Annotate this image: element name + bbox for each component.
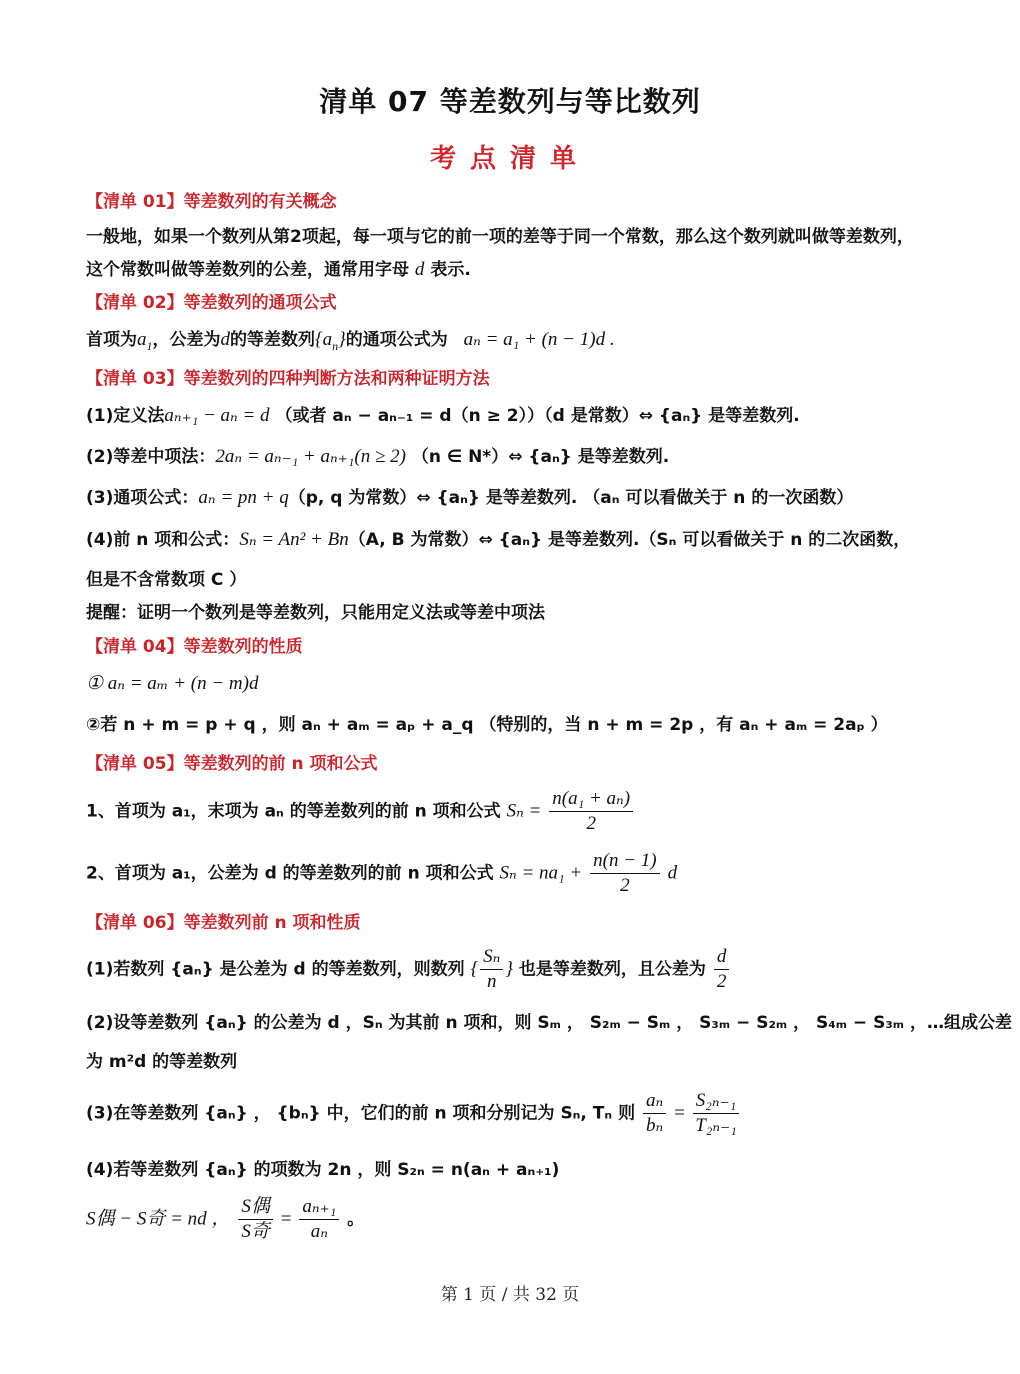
s03-i4-note: （Sₙ 可以看做关于 n 的二次函数， [639,530,911,550]
s03-i1-label: (1)定义法 [86,406,165,426]
s02-formula: aₙ = a₁ + (n − 1)d . [463,329,615,350]
s03-i3-cond: （p, q 为常数） [288,488,417,508]
s06-q1-brace-open: { [470,958,479,980]
section-04-property-1 [86,672,258,696]
s03-i4-formula: Sₙ = An² + Bn [239,529,349,550]
section-03-item-1 [86,404,800,428]
section-03-item-4 [86,528,910,552]
s06-q1-fraction [480,946,503,993]
s05-f2-fraction [590,850,659,897]
section-03-remind: 提醒：证明一个数列是等差数列，只能用定义法或等差中项法 [86,603,545,623]
s03-i3-label: (3)通项公式： [86,488,199,508]
section-03-item-4-cont: 但是不含常数项 C ） [86,570,247,590]
section-05-formula-2 [86,850,677,897]
s06-q3-rnum: S₂ₙ₋₁ [693,1090,739,1114]
s03-i3-end: ⇔ {aₙ} 是等差数列. [416,488,578,508]
s05-f1-num: n(a₁ + aₙ) [549,788,633,812]
section-06-property-2-line2: 为 m²d 的等差数列 [86,1052,238,1072]
s06-q3-rden: T₂ₙ₋₁ [695,1115,737,1136]
section-04-heading: 【清单 04】等差数列的性质 [86,637,303,657]
s04-p2-b: （特别的，当 n + m = 2p ，有 aₙ + aₘ = 2aₚ ） [479,715,888,735]
s06-q3-eq: = [674,1102,685,1124]
section-01-text-a: 这个常数叫做等差数列的公差，通常用字母 [86,260,415,280]
section-06-property-4-formula [86,1196,364,1243]
s04-p1: ① aₙ = aₘ + (n − m)d [86,673,259,694]
section-05-formula-1 [86,788,635,835]
s06-q4-eq: = [280,1208,292,1230]
section-01-heading: 【清单 01】等差数列的有关概念 [86,192,337,212]
section-06-property-1 [86,946,731,993]
s06-q3-lden: bₙ [646,1115,664,1136]
s06-q3-right-fraction [693,1090,739,1137]
s06-q3-text: (3)在等差数列 {aₙ} ， {bₙ} 中，它们的前 n 项和分别记为 Sₙ, Tₙ 则 [86,1103,636,1124]
section-06-property-4: (4)若等差数列 {aₙ} 的项数为 2n ，则 S₂ₙ = n(aₙ + aₙ₊₁) [86,1160,560,1180]
s03-i1-paren: （或者 aₙ − aₙ₋₁ = d（n ≥ 2）） [275,406,545,426]
s05-f2-text: 2、首项为 a₁，公差为 d 的等差数列的前 n 项和公式 [86,863,494,884]
s06-q1-dden: 2 [716,971,727,992]
s03-i3-note: （aₙ 可以看做关于 n 的一次函数） [583,488,854,508]
s06-q4-num: S偶 [238,1196,273,1220]
s06-q1-den: n [487,971,497,992]
s03-i1-formula: aₙ₊₁ − aₙ = d [164,405,270,426]
s06-q4-diff: S偶 − S奇 = nd ， [86,1208,231,1230]
s05-f1-lhs: Sₙ = [506,800,542,822]
s03-i1-end: ⇔ {aₙ} 是等差数列. [638,406,800,426]
s02-text-2: ，公差为 [152,330,221,350]
section-02-formula-line [86,328,615,358]
section-06-property-2-line1: (2)设等差数列 {aₙ} 的公差为 d ，Sₙ 为其前 n 项和，则 Sₘ ， S₂ₘ − Sₘ ， S₃ₘ − S₂ₘ ， S₄ₘ − S₃ₘ ，…组成公差 [86,1013,1012,1033]
s02-seq: $\{a_n\}$ [315,329,346,353]
s03-i2-formula: 2aₙ = aₙ₋₁ + aₙ₊₁(n ≥ 2) [215,446,406,467]
s06-q1-num: Sₙ [480,946,503,970]
section-04-property-2 [86,713,888,737]
s04-p2-a: ②若 n + m = p + q ，则 aₙ + aₘ = aₚ + a_q [86,715,474,735]
s06-q4-end: 。 [347,1209,365,1230]
s05-f2-den: 2 [620,875,630,896]
s03-i4-label: (4)前 n 项和公式： [86,530,240,550]
s03-i2-end: ⇔ {aₙ} 是等差数列. [508,447,670,467]
s06-q3-lnum: aₙ [643,1090,666,1114]
s06-q3-left-fraction [643,1090,666,1137]
s06-q4-rden: aₙ [310,1221,328,1242]
s02-a1: $a_1$ [137,329,153,353]
s02-text-1: 首项为 [86,330,137,350]
s03-i3-formula: aₙ = pn + q [198,487,289,508]
s02-d: d [220,329,230,350]
s03-i1-const: （d 是常数） [544,406,639,426]
s05-f2-tail: d [667,862,678,884]
section-01-text-b: 表示. [424,260,471,280]
s03-i2-cond: （n ∈ N*） [411,447,509,467]
section-06-property-3 [86,1090,741,1137]
section-03-heading: 【清单 03】等差数列的四种判断方法和两种证明方法 [86,369,490,389]
section-02-heading: 【清单 02】等差数列的通项公式 [86,293,337,313]
s06-q1-d-fraction [714,946,730,993]
s06-q4-left-fraction [238,1196,273,1243]
s06-q4-right-fraction [299,1196,339,1243]
section-06-heading: 【清单 06】等差数列前 n 项和性质 [86,913,361,933]
s02-text-3: 的等差数列 [230,330,315,350]
document-subtitle: 考点清单 [429,144,590,174]
s05-f1-text: 1、首项为 a₁，末项为 aₙ 的等差数列的前 n 项和公式 [86,801,501,822]
document-title: 清单 07 等差数列与等比数列 [319,85,701,118]
page-footer: 第 1 页 / 共 32 页 [440,1285,580,1305]
s06-q1-dnum: d [714,946,730,970]
s03-i4-cond: （A, B 为常数） [348,530,479,550]
s02-text-4: 的通项公式为 [345,330,448,350]
s03-i4-end: ⇔ {aₙ} 是等差数列. [478,530,640,550]
s06-q1-brace-close: } [505,958,513,980]
section-01-text-line2 [86,258,471,282]
s03-i2-label: (2)等差中项法： [86,447,216,467]
s06-q1-mid: 也是等差数列，且公差为 [518,959,706,980]
s05-f1-den: 2 [586,813,596,834]
section-01-text-line1: 一般地，如果一个数列从第2项起，每一项与它的前一项的差等于同一个常数，那么这个数列就叫做等差数列， [86,227,914,247]
section-05-heading: 【清单 05】等差数列的前 n 项和公式 [86,754,378,774]
s05-f1-fraction [549,788,633,835]
s06-q4-rnum: aₙ₊₁ [299,1196,339,1220]
section-03-item-3 [86,486,853,510]
s06-q4-den: S奇 [241,1221,270,1242]
s06-q1-text: (1)若数列 {aₙ} 是公差为 d 的等差数列，则数列 [86,959,465,980]
section-01-var-d: d [414,259,425,280]
s05-f2-num: n(n − 1) [590,850,659,874]
s05-f2-lhs: Sₙ = na₁ + [499,862,583,884]
section-03-item-2 [86,445,669,469]
